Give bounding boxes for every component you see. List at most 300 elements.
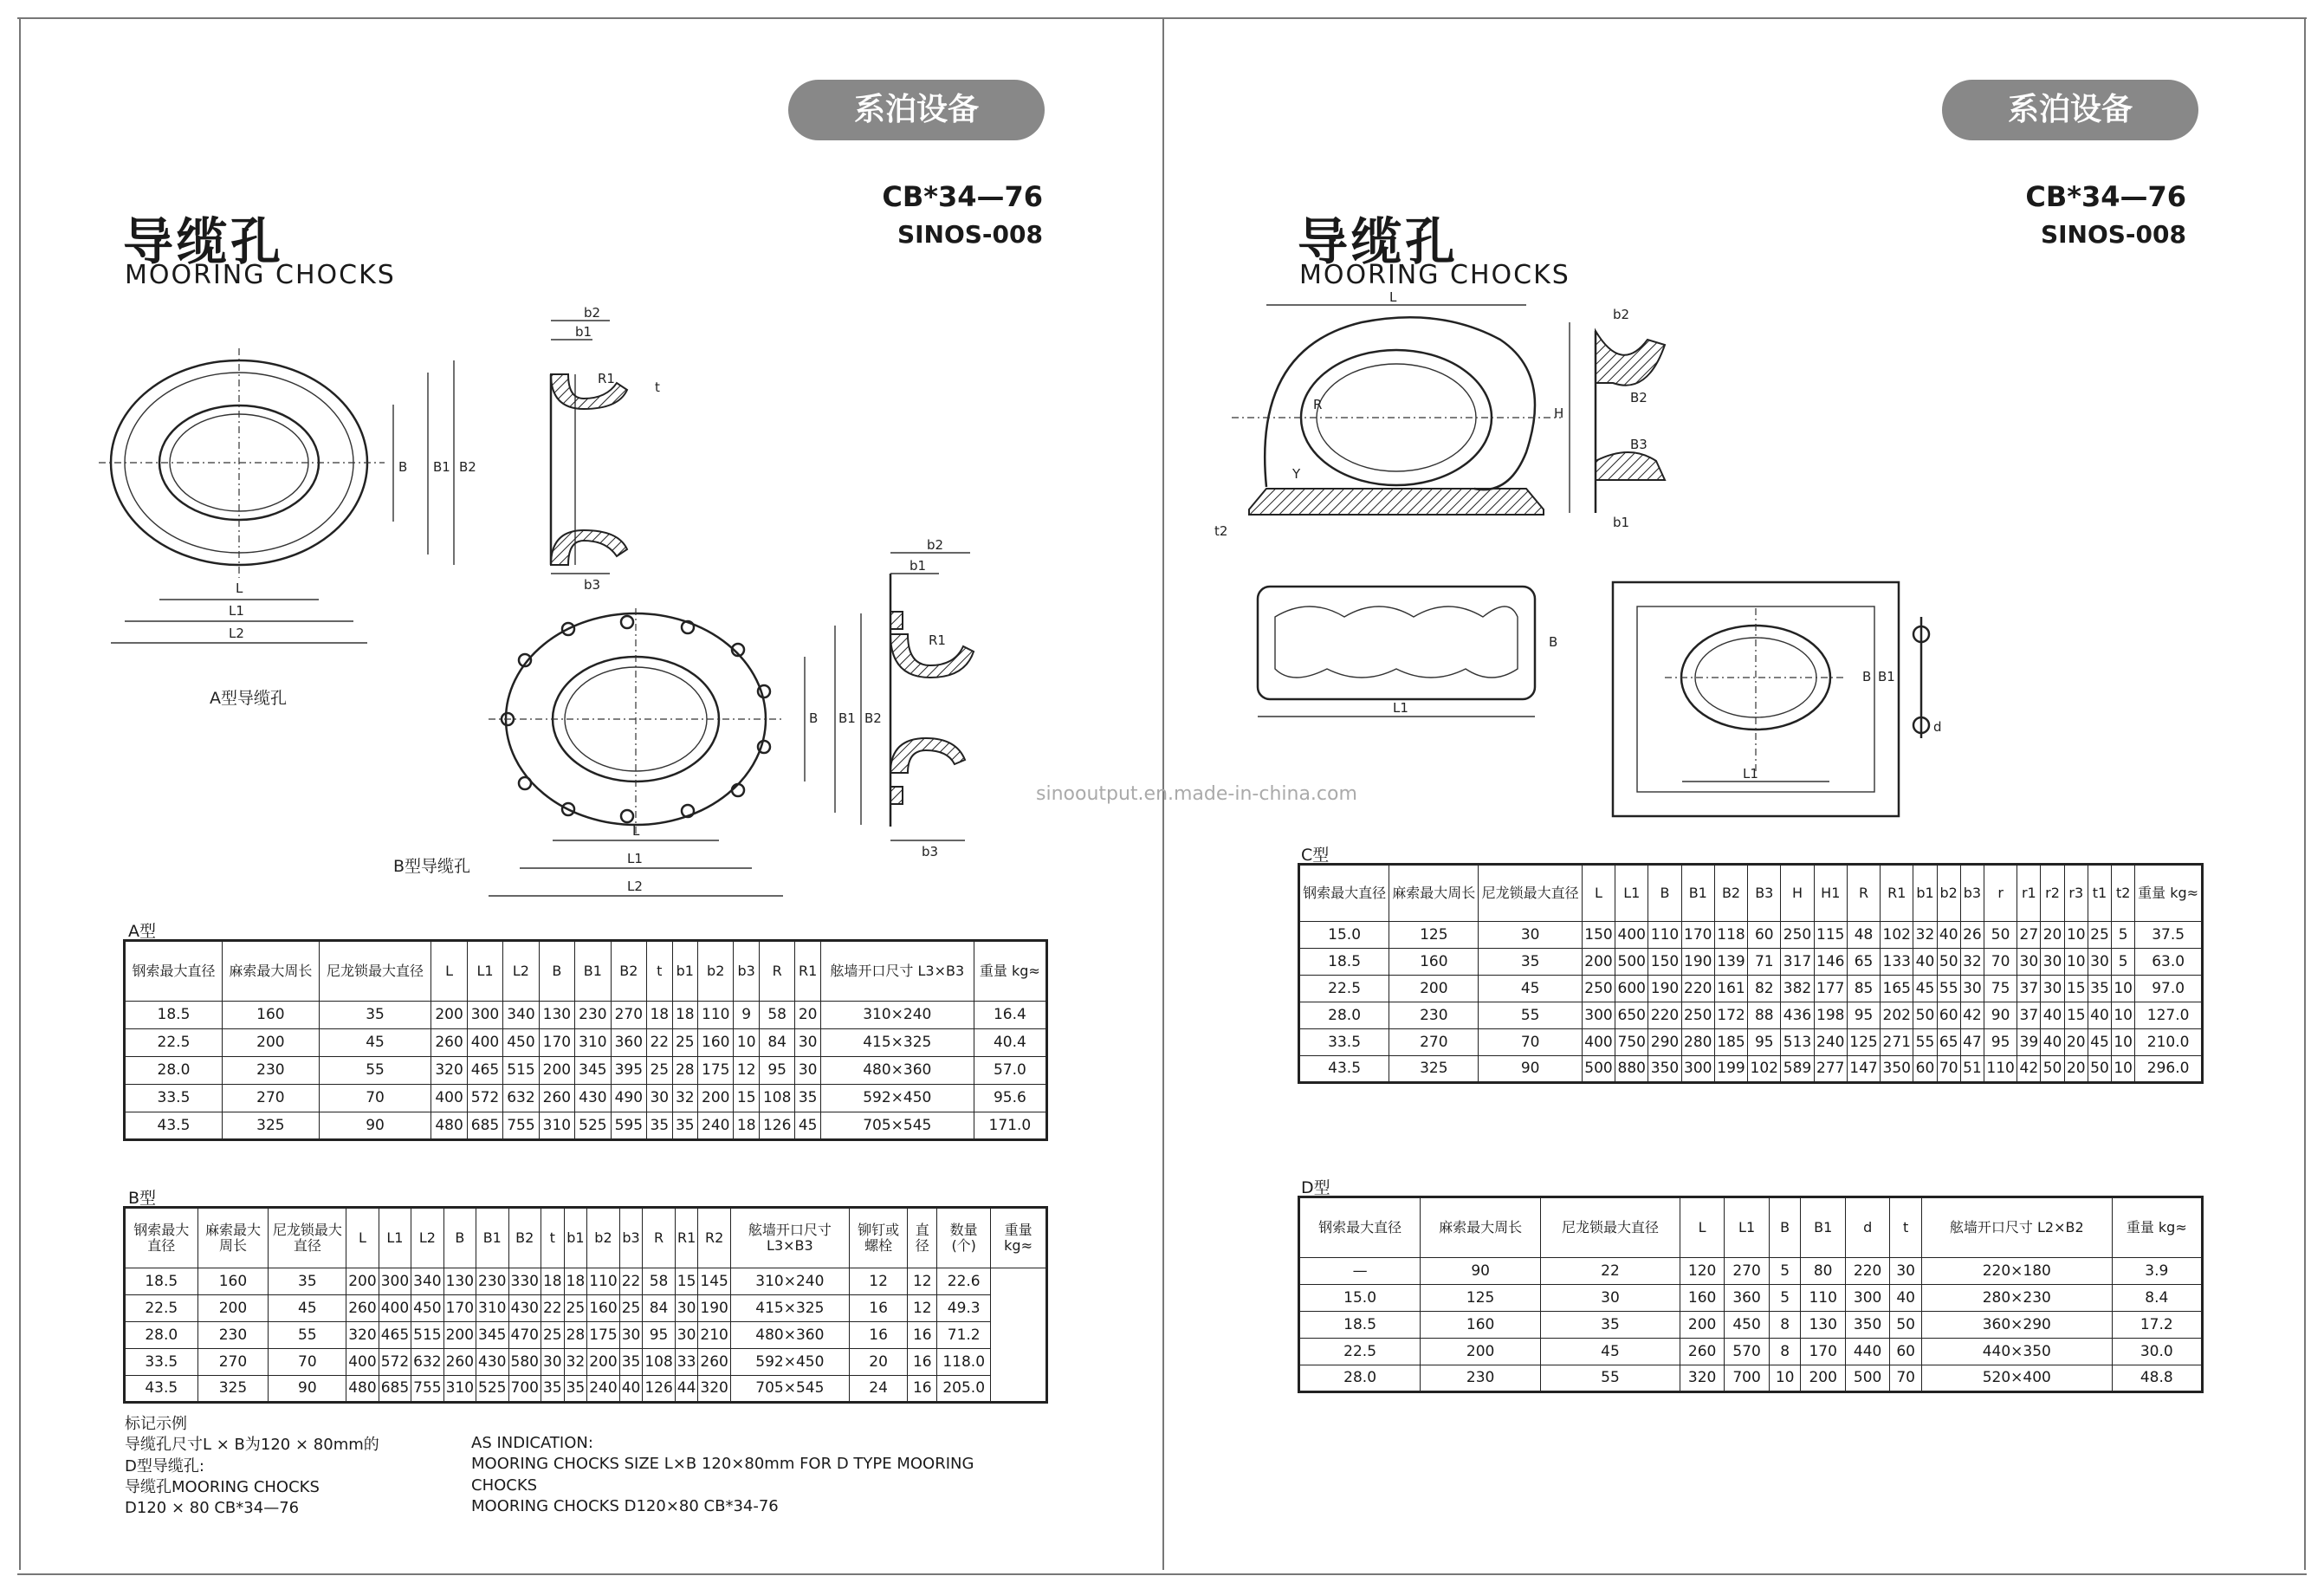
type-a-caption: A型导缆孔	[210, 689, 287, 708]
column-header: b3	[734, 941, 759, 1002]
table-row	[1299, 1285, 2203, 1312]
column-header: 重量 kg≈	[974, 941, 1046, 1002]
column-header: R2	[698, 1208, 730, 1268]
svg-text:b2: b2	[1613, 307, 1630, 322]
table-cell: 200	[346, 1268, 379, 1295]
table-cell: 240	[1814, 1029, 1847, 1056]
table-cell: 70	[1937, 1056, 1960, 1083]
table-cell: 632	[503, 1085, 539, 1112]
table-cell: 10	[2112, 976, 2135, 1002]
svg-text:b3: b3	[584, 577, 601, 593]
table-row	[1299, 1258, 2203, 1285]
table-cell: 12	[849, 1268, 907, 1295]
column-header: t1	[2088, 865, 2111, 922]
table-cell: 750	[1615, 1029, 1648, 1056]
column-header: L1	[467, 941, 502, 1002]
table-cell: 250	[1681, 1002, 1714, 1029]
table-row	[1299, 1002, 2203, 1029]
column-header: B	[1769, 1197, 1801, 1258]
table-cell: 480	[431, 1112, 467, 1140]
table-cell: 260	[443, 1349, 476, 1376]
table-cell: 58	[759, 1002, 794, 1029]
table-cell: 110	[1801, 1285, 1845, 1312]
table-cell: 190	[1681, 949, 1714, 976]
table-cell: 90	[1479, 1056, 1583, 1083]
table-cell: 32	[1913, 922, 1937, 949]
table-cell: 25	[672, 1029, 697, 1057]
table-cell: 28.0	[125, 1057, 223, 1085]
table-cell: 177	[1814, 976, 1847, 1002]
table-cell: 280	[1681, 1029, 1714, 1056]
table-cell: 25	[647, 1057, 672, 1085]
column-header: 铆钉或螺栓	[849, 1208, 907, 1268]
table-cell: 20	[849, 1349, 907, 1376]
table-cell: 85	[1847, 976, 1880, 1002]
note-line: 导缆孔MOORING CHOCKS	[125, 1477, 320, 1496]
table-row	[1299, 1365, 2203, 1392]
table-cell: 5	[2112, 949, 2135, 976]
table-cell: 230	[197, 1322, 269, 1349]
table-cell: 15	[675, 1268, 698, 1295]
table-cell: 32	[564, 1349, 587, 1376]
table-cell: 133	[1881, 949, 1913, 976]
table-cell: 592×450	[820, 1085, 974, 1112]
table-cell: 161	[1714, 976, 1747, 1002]
table-cell: 71	[1748, 949, 1781, 976]
table-cell: 270	[1389, 1029, 1479, 1056]
table-cell: 147	[1847, 1056, 1880, 1083]
table-cell: 84	[759, 1029, 794, 1057]
svg-text:B: B	[1862, 669, 1872, 684]
column-header: L1	[1615, 865, 1648, 922]
table-cell: 415×325	[820, 1029, 974, 1057]
table-cell: 16	[908, 1376, 937, 1403]
table-cell: 260	[698, 1349, 730, 1376]
table-cell: 50	[1937, 949, 1960, 976]
table-cell: 90	[1984, 1002, 2017, 1029]
svg-text:b1: b1	[910, 558, 927, 574]
table-cell: 37	[2017, 1002, 2041, 1029]
table-cell: 436	[1781, 1002, 1814, 1029]
table-cell: 35	[795, 1085, 820, 1112]
column-header: 舷墙开口尺寸 L3×B3	[820, 941, 974, 1002]
table-cell: 220	[1845, 1258, 1889, 1285]
table-cell: 97.0	[2135, 976, 2203, 1002]
product-code: SINOS-008	[897, 220, 1043, 249]
table-cell: 345	[575, 1057, 611, 1085]
table-cell: 18.5	[1299, 949, 1389, 976]
table-cell: 35	[2088, 976, 2111, 1002]
table-cell: 130	[539, 1002, 574, 1029]
table-cell: 58	[643, 1268, 675, 1295]
table-cell: 240	[698, 1112, 734, 1140]
table-cell: 160	[197, 1268, 269, 1295]
table-cell: 45	[319, 1029, 431, 1057]
table-cell: 200	[1801, 1365, 1845, 1392]
table-cell: 70	[1890, 1365, 1922, 1392]
table-cell: 65	[1937, 1029, 1960, 1056]
column-header: b1	[1913, 865, 1937, 922]
table-cell: 500	[1582, 1056, 1615, 1083]
table-cell: 170	[539, 1029, 574, 1057]
table-cell: 350	[1881, 1056, 1913, 1083]
table-cell: 310×240	[820, 1002, 974, 1029]
column-header: b1	[564, 1208, 587, 1268]
table-cell: 210	[698, 1322, 730, 1349]
table-row	[1299, 1056, 2203, 1083]
column-header: L	[1680, 1197, 1724, 1258]
type-c-top-view	[1258, 587, 1557, 717]
column-header: B1	[1801, 1197, 1845, 1258]
table-cell: 515	[503, 1057, 539, 1085]
table-cell: 300	[1845, 1285, 1889, 1312]
column-header: B2	[508, 1208, 541, 1268]
standard-number: CB*34—76	[2025, 180, 2186, 213]
column-header: R1	[1881, 865, 1913, 922]
table-cell: 250	[1582, 976, 1615, 1002]
table-cell: 110	[1648, 922, 1681, 949]
table-cell: 480	[346, 1376, 379, 1403]
table-cell: 300	[1681, 1056, 1714, 1083]
table-cell: 26	[1960, 922, 1984, 949]
note-line: AS INDICATION:	[471, 1434, 593, 1452]
table-cell: 80	[1801, 1258, 1845, 1285]
table-cell: 22.5	[1299, 976, 1389, 1002]
category-badge: 系泊设备	[788, 80, 1045, 140]
table-cell: 22	[647, 1029, 672, 1057]
table-cell: 60	[1748, 922, 1781, 949]
table-cell: 40	[1937, 922, 1960, 949]
svg-text:B2: B2	[864, 710, 882, 726]
table-cell: 18	[647, 1002, 672, 1029]
table-cell: 200	[698, 1085, 734, 1112]
table-cell: 45	[795, 1112, 820, 1140]
note-line: CHOCKS	[471, 1476, 538, 1495]
svg-text:B2: B2	[459, 459, 476, 475]
table-cell: 570	[1725, 1339, 1769, 1365]
table-cell: 30.0	[2112, 1339, 2202, 1365]
table-cell: 45	[269, 1295, 346, 1322]
table-row	[125, 1376, 1047, 1403]
table-cell: 450	[411, 1295, 443, 1322]
table-cell: 515	[411, 1322, 443, 1349]
svg-text:L1: L1	[627, 851, 643, 866]
column-header: 重量 kg≈	[2112, 1197, 2202, 1258]
table-cell: 200	[539, 1057, 574, 1085]
table-cell: 185	[1714, 1029, 1747, 1056]
column-header: r3	[2064, 865, 2088, 922]
table-cell: 110	[587, 1268, 619, 1295]
svg-text:L1: L1	[1393, 700, 1408, 716]
table-cell: 120	[1680, 1258, 1724, 1285]
table-cell: 30	[795, 1029, 820, 1057]
table-cell: 40	[2088, 1002, 2111, 1029]
table-cell: 102	[1748, 1056, 1781, 1083]
table-cell: 320	[1680, 1365, 1724, 1392]
table-cell: 170	[1681, 922, 1714, 949]
table-cell: 260	[346, 1295, 379, 1322]
table-cell: 360	[611, 1029, 646, 1057]
table-cell: 317	[1781, 949, 1814, 976]
product-code: SINOS-008	[2040, 220, 2186, 249]
column-header: L2	[503, 941, 539, 1002]
page-title-cn: 导缆孔	[1298, 212, 1460, 271]
table-cell: 95	[1847, 1002, 1880, 1029]
table-cell: 16	[908, 1322, 937, 1349]
table-cell: 30	[795, 1057, 820, 1085]
table-cell: 90	[269, 1376, 346, 1403]
table-cell: 400	[467, 1029, 502, 1057]
table-cell: 118.0	[937, 1349, 991, 1376]
table-cell: 589	[1781, 1056, 1814, 1083]
note-line: MOORING CHOCKS D120×80 CB*34-76	[471, 1496, 779, 1515]
svg-text:B: B	[398, 459, 408, 475]
table-cell: 28.0	[125, 1322, 198, 1349]
table-cell: 35	[564, 1376, 587, 1403]
table-cell: 35	[319, 1002, 431, 1029]
table-cell: 650	[1615, 1002, 1648, 1029]
table-cell: 210.0	[2135, 1029, 2203, 1056]
table-cell: 30	[2041, 976, 2064, 1002]
table-cell: 65	[1847, 949, 1880, 976]
table-cell: 10	[2064, 949, 2088, 976]
table-cell: 310	[539, 1112, 574, 1140]
table-cell: 500	[1615, 949, 1648, 976]
table-cell: 15	[2064, 1002, 2088, 1029]
table-cell: 95.6	[974, 1085, 1046, 1112]
table-cell: 16	[849, 1295, 907, 1322]
table-cell: 55	[269, 1322, 346, 1349]
table-cell: 260	[431, 1029, 467, 1057]
column-header: t	[541, 1208, 564, 1268]
table-cell: 400	[1615, 922, 1648, 949]
table-cell: 70	[1984, 949, 2017, 976]
table-cell: 525	[575, 1112, 611, 1140]
table-cell: 220	[1681, 976, 1714, 1002]
column-header: R	[643, 1208, 675, 1268]
table-cell: 18.5	[1299, 1312, 1421, 1339]
table-cell: 200	[1389, 976, 1479, 1002]
table-cell: 572	[379, 1349, 411, 1376]
column-header: r1	[2017, 865, 2041, 922]
svg-text:b2: b2	[927, 537, 944, 553]
table-cell: 126	[643, 1376, 675, 1403]
svg-text:L2: L2	[229, 626, 244, 641]
table-cell: 108	[759, 1085, 794, 1112]
table-row	[1299, 1312, 2203, 1339]
column-header: B	[1648, 865, 1681, 922]
table-cell: 35	[672, 1112, 697, 1140]
table-cell: 450	[1725, 1312, 1769, 1339]
table-row	[1299, 976, 2203, 1002]
table-cell: 12	[908, 1268, 937, 1295]
column-header: H1	[1814, 865, 1847, 922]
table-cell: 60	[1913, 1056, 1937, 1083]
table-cell: 15.0	[1299, 922, 1389, 949]
table-cell: 755	[503, 1112, 539, 1140]
table-cell: 39	[2017, 1029, 2041, 1056]
category-badge: 系泊设备	[1942, 80, 2198, 140]
table-cell: 205.0	[937, 1376, 991, 1403]
table-cell: 400	[431, 1085, 467, 1112]
table-cell: 125	[1389, 922, 1479, 949]
table-cell: 325	[1389, 1056, 1479, 1083]
table-row	[1299, 1029, 2203, 1056]
table-cell: 415×325	[730, 1295, 849, 1322]
table-cell: 5	[2112, 922, 2135, 949]
table-row	[125, 1268, 1047, 1295]
column-header: L1	[379, 1208, 411, 1268]
column-header: b2	[587, 1208, 619, 1268]
table-cell: 190	[1648, 976, 1681, 1002]
table-cell: 150	[1648, 949, 1681, 976]
column-header: 重量 kg≈	[991, 1208, 1047, 1268]
table-d	[1298, 1196, 2204, 1393]
column-header: 钢索最大直径	[125, 941, 223, 1002]
svg-text:Y: Y	[1292, 466, 1301, 482]
table-cell: 35	[647, 1112, 672, 1140]
table-cell: 30	[647, 1085, 672, 1112]
table-cell: 230	[1421, 1365, 1541, 1392]
table-cell: 572	[467, 1085, 502, 1112]
table-row	[125, 1112, 1047, 1140]
table-cell: 525	[476, 1376, 508, 1403]
table-cell: 45	[1541, 1339, 1680, 1365]
table-cell: 27	[2017, 922, 2041, 949]
table-cell: 22.5	[125, 1029, 223, 1057]
table-cell: 35	[1541, 1312, 1680, 1339]
page-title-cn: 导缆孔	[123, 212, 285, 271]
table-cell: 55	[1541, 1365, 1680, 1392]
svg-text:L1: L1	[1743, 766, 1758, 782]
table-cell: 470	[508, 1322, 541, 1349]
table-cell: 40	[1890, 1285, 1922, 1312]
table-cell: 360	[1725, 1285, 1769, 1312]
table-cell: 325	[222, 1112, 319, 1140]
table-cell: 198	[1814, 1002, 1847, 1029]
table-cell: 430	[476, 1349, 508, 1376]
table-cell: 310	[575, 1029, 611, 1057]
column-header: L1	[1725, 1197, 1769, 1258]
table-cell: 75	[1984, 976, 2017, 1002]
table-cell: 30	[1541, 1285, 1680, 1312]
svg-text:L: L	[632, 823, 640, 839]
table-cell: 70	[319, 1085, 431, 1112]
table-cell: 22	[1541, 1258, 1680, 1285]
table-cell: 200	[431, 1002, 467, 1029]
table-cell: 50	[2088, 1056, 2111, 1083]
column-header: 直径	[908, 1208, 937, 1268]
table-cell: 33.5	[125, 1085, 223, 1112]
table-cell: 220	[1648, 1002, 1681, 1029]
table-cell: 15	[734, 1085, 759, 1112]
table-cell: 296.0	[2135, 1056, 2203, 1083]
table-cell: 170	[1801, 1339, 1845, 1365]
table-cell: 320	[431, 1057, 467, 1085]
table-cell: 43.5	[125, 1112, 223, 1140]
table-cell: 33.5	[125, 1349, 198, 1376]
svg-text:B1: B1	[838, 710, 856, 726]
table-cell: 160	[222, 1002, 319, 1029]
table-cell: 230	[476, 1268, 508, 1295]
table-cell: 90	[319, 1112, 431, 1140]
table-cell: 45	[2088, 1029, 2111, 1056]
table-cell: 705×545	[820, 1112, 974, 1140]
column-header: B	[443, 1208, 476, 1268]
table-cell: 55	[1937, 976, 1960, 1002]
svg-text:b1: b1	[1613, 515, 1630, 530]
table-cell: 340	[411, 1268, 443, 1295]
table-cell: 130	[1801, 1312, 1845, 1339]
table-cell: 270	[222, 1085, 319, 1112]
table-cell: 480×360	[730, 1322, 849, 1349]
table-cell: 43.5	[125, 1376, 198, 1403]
table-cell: 22	[541, 1295, 564, 1322]
svg-text:B: B	[1549, 634, 1558, 650]
table-cell: 165	[1881, 976, 1913, 1002]
table-cell: 395	[611, 1057, 646, 1085]
svg-text:t2: t2	[1214, 523, 1228, 539]
svg-text:d: d	[1933, 719, 1942, 735]
table-cell: 127.0	[2135, 1002, 2203, 1029]
table-cell: 8	[1769, 1312, 1801, 1339]
table-cell: 20	[2041, 922, 2064, 949]
table-cell: 22	[619, 1268, 643, 1295]
table-cell: 57.0	[974, 1057, 1046, 1085]
table-cell: 40	[1913, 949, 1937, 976]
page-title-en: MOORING CHOCKS	[125, 260, 396, 290]
column-header: R1	[795, 941, 820, 1002]
table-cell: 592×450	[730, 1349, 849, 1376]
table-cell: 12	[908, 1295, 937, 1322]
table-cell: 200	[197, 1295, 269, 1322]
table-cell: 172	[1714, 1002, 1747, 1029]
table-cell: 200	[587, 1349, 619, 1376]
svg-text:B1: B1	[1878, 669, 1895, 684]
column-header: R	[1847, 865, 1880, 922]
table-cell: 82	[1748, 976, 1781, 1002]
table-cell: 270	[611, 1002, 646, 1029]
table-cell: 115	[1814, 922, 1847, 949]
table-row	[125, 1349, 1047, 1376]
table-cell: 160	[1680, 1285, 1724, 1312]
svg-text:B1: B1	[433, 459, 450, 475]
table-cell: 202	[1881, 1002, 1913, 1029]
table-cell: 500	[1845, 1365, 1889, 1392]
table-cell: 28.0	[1299, 1365, 1421, 1392]
table-cell: 5	[1769, 1258, 1801, 1285]
column-header: B3	[1748, 865, 1781, 922]
column-header: B2	[1714, 865, 1747, 922]
column-header: 麻索最大周长	[222, 941, 319, 1002]
column-header: B2	[611, 941, 646, 1002]
table-cell: 260	[1680, 1339, 1724, 1365]
table-c-label: C型	[1301, 846, 1330, 865]
table-cell: 160	[1421, 1312, 1541, 1339]
table-cell: 755	[411, 1376, 443, 1403]
table-cell: 160	[698, 1029, 734, 1057]
svg-text:R1: R1	[929, 632, 946, 648]
table-cell: 30	[2088, 949, 2111, 976]
svg-text:b3: b3	[922, 844, 939, 859]
table-cell: 30	[1960, 976, 1984, 1002]
column-header: t	[1890, 1197, 1922, 1258]
table-cell: 63.0	[2135, 949, 2203, 976]
table-cell: 9	[734, 1002, 759, 1029]
column-header: 麻索最大周长	[1389, 865, 1479, 922]
table-cell: 30	[675, 1322, 698, 1349]
table-cell: 320	[346, 1322, 379, 1349]
